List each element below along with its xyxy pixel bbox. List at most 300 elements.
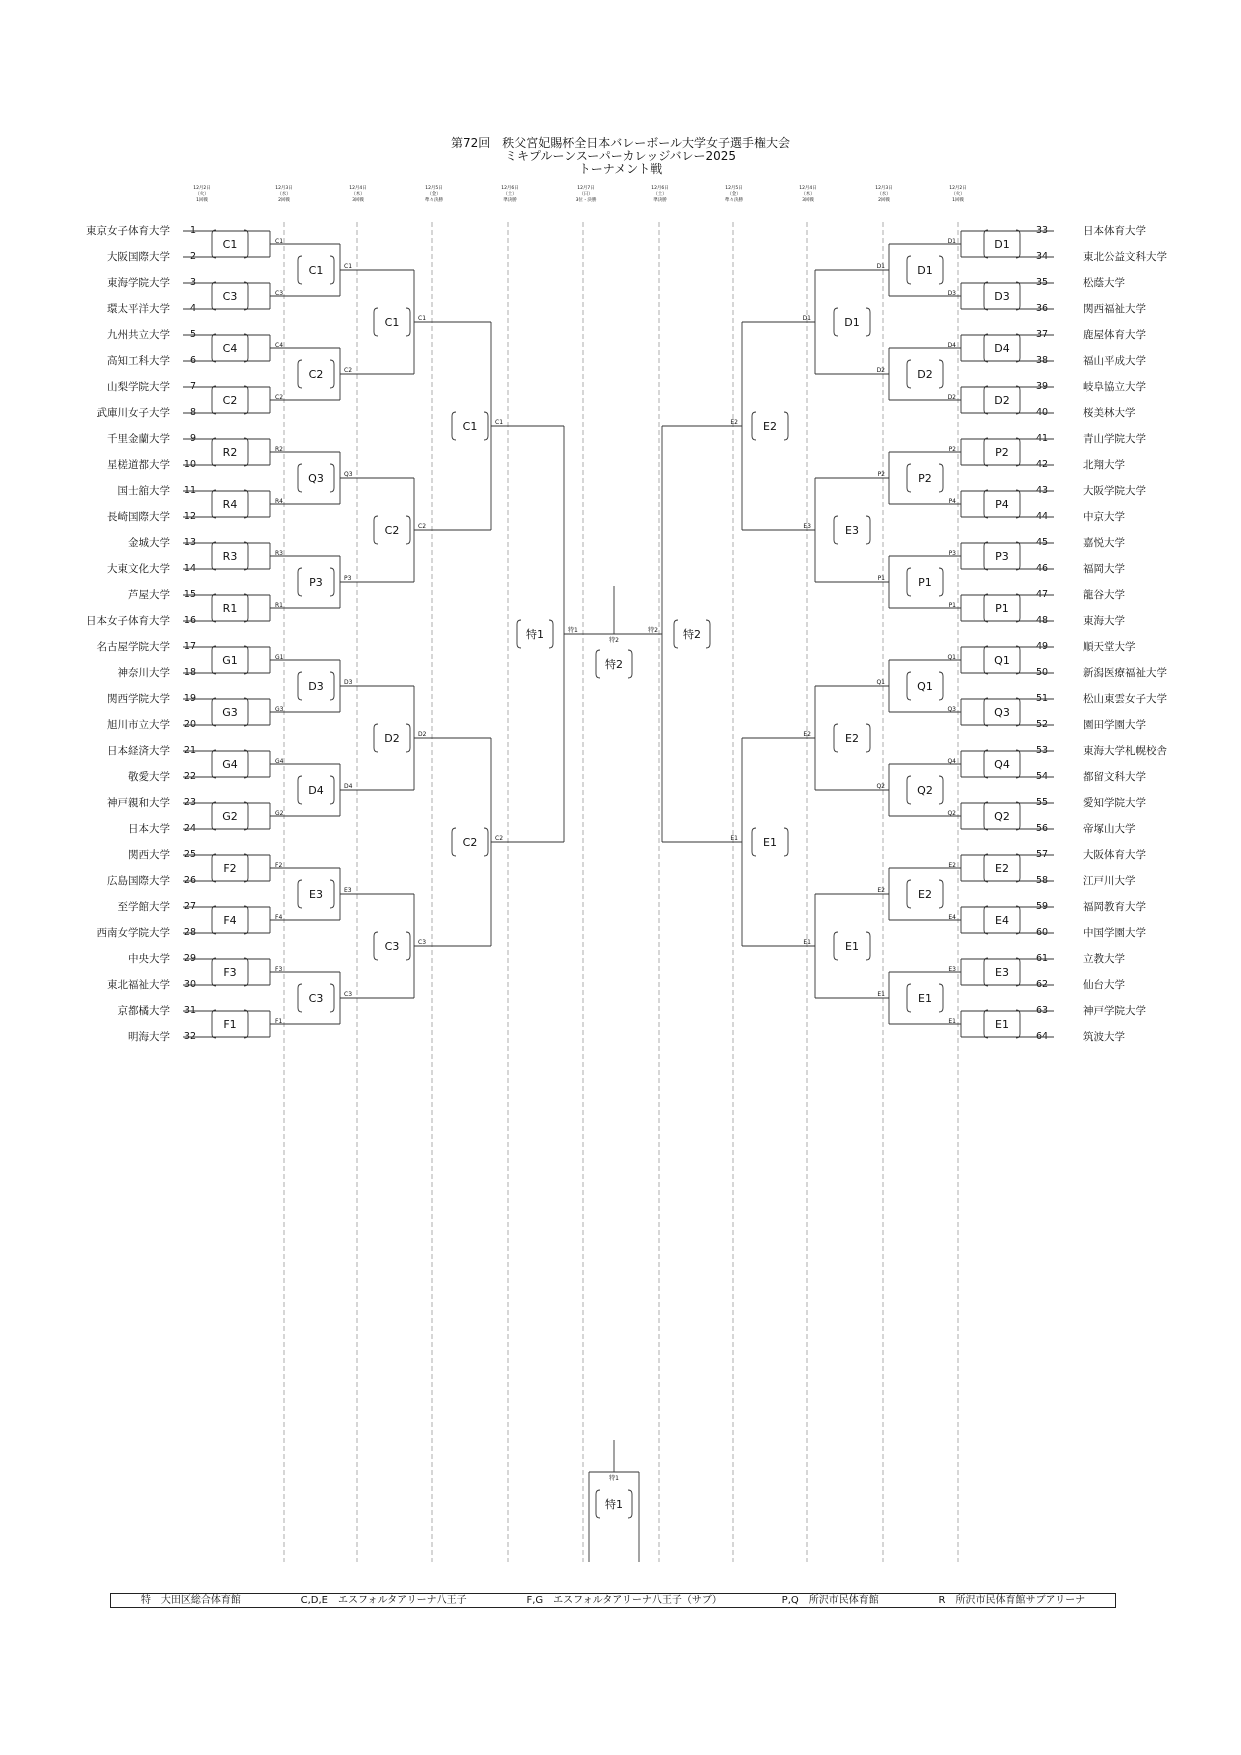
venue-bracket-left bbox=[907, 672, 911, 700]
venue-label-r1: G4 bbox=[222, 758, 238, 771]
team-number: 26 bbox=[183, 875, 196, 886]
team-name: 武庫川女子大学 bbox=[96, 407, 170, 419]
venue-bracket-right bbox=[244, 906, 248, 934]
team-name: 鹿屋体育大学 bbox=[1083, 329, 1146, 341]
team-name: 立教大学 bbox=[1083, 953, 1125, 965]
team-name: 明海大学 bbox=[128, 1031, 170, 1043]
round-header-round: 2回戦 bbox=[878, 198, 890, 203]
venue-label-r3: D2 bbox=[384, 732, 400, 745]
venue-code-semifinal: 特1 bbox=[568, 627, 578, 634]
venue-label-r4: E1 bbox=[763, 836, 777, 849]
round-header-round: 1回戦 bbox=[196, 198, 208, 203]
venue-bracket-left bbox=[212, 386, 216, 414]
venue-legend-item: R 所沢市民体育館サブアリーナ bbox=[938, 1595, 1086, 1606]
venue-bracket-right bbox=[244, 802, 248, 830]
venue-code-r1: G3 bbox=[275, 706, 284, 713]
team-name: 龍谷大学 bbox=[1083, 589, 1125, 601]
venue-label-semifinal: 特2 bbox=[683, 628, 701, 641]
team-number: 16 bbox=[183, 615, 196, 626]
team-name: 福岡大学 bbox=[1083, 563, 1125, 575]
venue-label-r1: E2 bbox=[995, 862, 1009, 875]
venue-bracket-left bbox=[907, 464, 911, 492]
round-header-date: 12月7日 bbox=[577, 186, 595, 191]
venue-bracket-right bbox=[244, 1010, 248, 1038]
venue-label-r1: F3 bbox=[223, 966, 237, 979]
venue-code-r2: Q2 bbox=[876, 783, 885, 790]
team-number: 62 bbox=[1036, 979, 1049, 990]
venue-code-r3: C2 bbox=[418, 523, 427, 530]
venue-code-r3: E3 bbox=[803, 523, 811, 530]
team-number: 13 bbox=[183, 537, 196, 548]
venue-bracket-left bbox=[834, 308, 838, 336]
team-name: 広島国際大学 bbox=[107, 875, 170, 887]
page-section-title: トーナメント戦 bbox=[578, 162, 663, 176]
venue-bracket-right bbox=[244, 750, 248, 778]
team-name: 松蔭大学 bbox=[1083, 277, 1125, 289]
team-name: 福山平成大学 bbox=[1083, 355, 1146, 367]
venue-bracket-right bbox=[1016, 958, 1020, 986]
venue-bracket-right bbox=[628, 1490, 632, 1518]
venue-bracket-left bbox=[298, 880, 302, 908]
team-name: 日本大学 bbox=[128, 823, 170, 835]
team-number: 40 bbox=[1036, 407, 1049, 418]
venue-label-r1: G1 bbox=[222, 654, 238, 667]
venue-bracket-right bbox=[244, 542, 248, 570]
team-number: 15 bbox=[183, 589, 196, 600]
team-number: 38 bbox=[1036, 355, 1049, 366]
venue-bracket-right bbox=[939, 672, 943, 700]
venue-code-r2: D1 bbox=[876, 263, 885, 270]
team-number: 58 bbox=[1036, 875, 1049, 886]
venue-label-r1: E4 bbox=[995, 914, 1009, 927]
venue-code-r2: D2 bbox=[876, 367, 885, 374]
venue-bracket-right bbox=[330, 880, 334, 908]
round-header-date: 12月6日 bbox=[651, 186, 669, 191]
team-name: 帝塚山大学 bbox=[1083, 823, 1136, 835]
team-name: 中央大学 bbox=[128, 953, 170, 965]
venue-label-r1: D4 bbox=[994, 342, 1010, 355]
team-name: 中国学園大学 bbox=[1083, 927, 1146, 939]
venue-code-r3: C3 bbox=[418, 939, 427, 946]
venue-label-r1: G3 bbox=[222, 706, 238, 719]
page-title: 第72回 秩父宮妃賜杯全日本バレーボール大学女子選手権大会 bbox=[450, 136, 791, 150]
round-header-day: （木） bbox=[801, 192, 815, 197]
venue-bracket-left bbox=[674, 620, 678, 648]
venue-bracket-left bbox=[212, 1010, 216, 1038]
venue-label-r4: C2 bbox=[462, 836, 478, 849]
venue-bracket-left bbox=[212, 282, 216, 310]
round-header-day: （火） bbox=[195, 192, 209, 197]
venue-code-r2: C1 bbox=[344, 263, 353, 270]
team-name: 至学館大学 bbox=[117, 901, 170, 913]
venue-bracket-right bbox=[330, 672, 334, 700]
venue-label-r1: C2 bbox=[222, 394, 238, 407]
venue-bracket-left bbox=[984, 802, 988, 830]
venue-code-r1: D3 bbox=[947, 290, 956, 297]
venue-code-r1: Q4 bbox=[947, 758, 956, 765]
team-number: 59 bbox=[1036, 901, 1049, 912]
venue-label-r1: R2 bbox=[222, 446, 238, 459]
venue-code-r1: C4 bbox=[275, 342, 284, 349]
venue-code-r1: C3 bbox=[275, 290, 284, 297]
venue-bracket-left bbox=[984, 282, 988, 310]
venue-label-r2: C2 bbox=[308, 368, 324, 381]
venue-bracket-right bbox=[244, 386, 248, 414]
team-number: 55 bbox=[1036, 797, 1049, 808]
team-number: 53 bbox=[1036, 745, 1049, 756]
venue-label-r1: F1 bbox=[223, 1018, 237, 1031]
venue-label-r2: E2 bbox=[918, 888, 932, 901]
venue-label-r1: D1 bbox=[994, 238, 1010, 251]
venue-bracket-right bbox=[549, 620, 553, 648]
venue-bracket-left bbox=[984, 438, 988, 466]
venue-bracket-left bbox=[212, 854, 216, 882]
venue-bracket-left bbox=[907, 776, 911, 804]
venue-bracket-right bbox=[1016, 802, 1020, 830]
team-name: 江戸川大学 bbox=[1083, 875, 1136, 887]
team-number: 19 bbox=[183, 693, 196, 704]
venue-bracket-right bbox=[1016, 750, 1020, 778]
team-number: 6 bbox=[189, 355, 196, 366]
venue-bracket-left bbox=[212, 542, 216, 570]
venue-bracket-left bbox=[212, 958, 216, 986]
venue-label-r1: P4 bbox=[995, 498, 1009, 511]
venue-bracket-right bbox=[784, 412, 788, 440]
venue-bracket-left bbox=[212, 646, 216, 674]
team-number: 7 bbox=[189, 381, 196, 392]
venue-bracket-right bbox=[406, 516, 410, 544]
team-name: 仙台大学 bbox=[1083, 979, 1125, 991]
team-number: 32 bbox=[183, 1031, 196, 1042]
team-name: 園田学園大学 bbox=[1083, 719, 1146, 731]
venue-bracket-right bbox=[330, 984, 334, 1012]
team-number: 12 bbox=[183, 511, 196, 522]
team-number: 54 bbox=[1036, 771, 1049, 782]
venue-label-r4: E2 bbox=[763, 420, 777, 433]
venue-bracket-right bbox=[1016, 646, 1020, 674]
venue-bracket-left bbox=[212, 802, 216, 830]
team-number: 31 bbox=[183, 1005, 196, 1016]
venue-bracket-right bbox=[1016, 854, 1020, 882]
venue-bracket-right bbox=[1016, 490, 1020, 518]
team-name: 東海大学 bbox=[1083, 615, 1125, 627]
round-header-date: 12月3日 bbox=[875, 186, 893, 191]
team-number: 42 bbox=[1036, 459, 1049, 470]
venue-code-r1: R3 bbox=[275, 550, 283, 557]
venue-label-r3: E1 bbox=[845, 940, 859, 953]
team-name: 大阪学院大学 bbox=[1083, 485, 1146, 497]
round-header-round: 1回戦 bbox=[952, 198, 964, 203]
team-name: 長崎国際大学 bbox=[107, 511, 170, 523]
team-number: 43 bbox=[1036, 485, 1049, 496]
team-number: 2 bbox=[189, 251, 196, 262]
team-number: 8 bbox=[189, 407, 196, 418]
venue-bracket-left bbox=[212, 750, 216, 778]
venue-bracket-left bbox=[984, 542, 988, 570]
team-number: 20 bbox=[183, 719, 196, 730]
venue-bracket-left bbox=[212, 334, 216, 362]
team-number: 28 bbox=[183, 927, 196, 938]
venue-label-r2: Q1 bbox=[917, 680, 933, 693]
venue-bracket-left bbox=[298, 256, 302, 284]
team-number: 1 bbox=[189, 225, 196, 236]
team-name: 京都橘大学 bbox=[117, 1005, 170, 1017]
team-number: 23 bbox=[183, 797, 196, 808]
round-header-day: （土） bbox=[503, 192, 517, 197]
venue-bracket-left bbox=[298, 464, 302, 492]
team-name: 名古屋学院大学 bbox=[96, 641, 170, 653]
team-number: 52 bbox=[1036, 719, 1049, 730]
venue-code-r2: P1 bbox=[877, 575, 885, 582]
team-name: 東海大学札幌校舎 bbox=[1083, 745, 1167, 757]
team-name: 関西大学 bbox=[128, 849, 170, 861]
team-name: 東北公益文科大学 bbox=[1083, 251, 1167, 263]
venue-label-r3: E2 bbox=[845, 732, 859, 745]
venue-bracket-left bbox=[212, 230, 216, 258]
venue-code-r1: D4 bbox=[947, 342, 956, 349]
venue-bracket-left bbox=[984, 906, 988, 934]
venue-bracket-right bbox=[330, 464, 334, 492]
round-header-date: 12月2日 bbox=[949, 186, 967, 191]
venue-bracket-left bbox=[752, 412, 756, 440]
venue-bracket-right bbox=[1016, 542, 1020, 570]
venue-bracket-left bbox=[834, 932, 838, 960]
team-name: 岐阜協立大学 bbox=[1083, 381, 1146, 393]
venue-bracket-right bbox=[406, 932, 410, 960]
venue-label-r2: C1 bbox=[308, 264, 324, 277]
venue-bracket-right bbox=[939, 464, 943, 492]
venue-code-r1: P3 bbox=[948, 550, 956, 557]
team-number: 21 bbox=[183, 745, 196, 756]
venue-bracket-right bbox=[484, 412, 488, 440]
venue-label-r1: C1 bbox=[222, 238, 238, 251]
team-number: 27 bbox=[183, 901, 196, 912]
venue-bracket-left bbox=[298, 360, 302, 388]
venue-code-r3: E2 bbox=[803, 731, 811, 738]
venue-label-r4: C1 bbox=[462, 420, 478, 433]
team-name: 関西学院大学 bbox=[107, 693, 170, 705]
venue-bracket-right bbox=[1016, 438, 1020, 466]
venue-bracket-right bbox=[244, 490, 248, 518]
round-header-date: 12月6日 bbox=[501, 186, 519, 191]
venue-bracket-left bbox=[752, 828, 756, 856]
venue-label-r1: F2 bbox=[223, 862, 237, 875]
team-name: 西南女学院大学 bbox=[96, 927, 170, 939]
team-name: 日本女子体育大学 bbox=[86, 615, 170, 627]
venue-label-r1: Q4 bbox=[994, 758, 1010, 771]
team-number: 64 bbox=[1036, 1031, 1049, 1042]
venue-bracket-right bbox=[244, 334, 248, 362]
team-name: 嘉悦大学 bbox=[1083, 537, 1125, 549]
venue-bracket-right bbox=[866, 308, 870, 336]
team-number: 35 bbox=[1036, 277, 1049, 288]
team-number: 11 bbox=[183, 485, 196, 496]
team-number: 37 bbox=[1036, 329, 1049, 340]
venue-label-r1: C4 bbox=[222, 342, 238, 355]
venue-label-r1: R4 bbox=[222, 498, 238, 511]
venue-label-r1: R3 bbox=[222, 550, 238, 563]
venue-bracket-left bbox=[907, 984, 911, 1012]
team-name: 芦屋大学 bbox=[128, 589, 170, 601]
venue-code-r1: E4 bbox=[948, 914, 956, 921]
venue-bracket-right bbox=[939, 256, 943, 284]
team-name: 中京大学 bbox=[1083, 511, 1125, 523]
venue-bracket-right bbox=[706, 620, 710, 648]
venue-bracket-right bbox=[1016, 282, 1020, 310]
team-name: 愛知学院大学 bbox=[1083, 797, 1146, 809]
team-number: 45 bbox=[1036, 537, 1049, 548]
venue-code-r4: E1 bbox=[730, 835, 738, 842]
team-number: 25 bbox=[183, 849, 196, 860]
venue-legend-item: F,G エスフォルタアリーナ八王子（サブ） bbox=[526, 1595, 722, 1606]
venue-label-r3: E3 bbox=[845, 524, 859, 537]
venue-bracket-left bbox=[984, 958, 988, 986]
team-number: 47 bbox=[1036, 589, 1049, 600]
venue-code-r3: E1 bbox=[803, 939, 811, 946]
team-name: 都留文科大学 bbox=[1083, 771, 1146, 783]
venue-bracket-right bbox=[244, 438, 248, 466]
venue-bracket-left bbox=[596, 650, 600, 678]
round-header-day: （土） bbox=[653, 192, 667, 197]
team-number: 60 bbox=[1036, 927, 1049, 938]
team-name: 松山東雲女子大学 bbox=[1083, 693, 1167, 705]
team-number: 29 bbox=[183, 953, 196, 964]
page-subtitle: ミキプルーンスーパーカレッジバレー2025 bbox=[504, 149, 737, 163]
team-number: 14 bbox=[183, 563, 196, 574]
venue-bracket-left bbox=[834, 724, 838, 752]
venue-bracket-right bbox=[939, 776, 943, 804]
venue-label-r1: R1 bbox=[222, 602, 238, 615]
venue-bracket-left bbox=[212, 594, 216, 622]
venue-label-r2: Q3 bbox=[308, 472, 324, 485]
team-name: 旭川市立大学 bbox=[107, 719, 170, 731]
venue-bracket-left bbox=[984, 490, 988, 518]
venue-code-r1: F2 bbox=[275, 862, 283, 869]
team-number: 10 bbox=[183, 459, 196, 470]
venue-bracket-right bbox=[244, 282, 248, 310]
venue-bracket-left bbox=[984, 1010, 988, 1038]
team-number: 18 bbox=[183, 667, 196, 678]
venue-bracket-right bbox=[244, 958, 248, 986]
venue-legend-item: 特 大田区総合体育館 bbox=[140, 1595, 241, 1606]
round-header-round: 2回戦 bbox=[278, 198, 290, 203]
team-name: 国士舘大学 bbox=[117, 485, 170, 497]
venue-bracket-right bbox=[330, 568, 334, 596]
team-number: 33 bbox=[1036, 225, 1049, 236]
venue-bracket-right bbox=[866, 932, 870, 960]
team-name: 北翔大学 bbox=[1083, 459, 1125, 471]
round-header-day: （金） bbox=[427, 192, 441, 197]
venue-bracket-left bbox=[298, 984, 302, 1012]
venue-bracket-right bbox=[939, 880, 943, 908]
venue-label-r2: E3 bbox=[309, 888, 323, 901]
team-name: 環太平洋大学 bbox=[107, 303, 170, 315]
venue-code-r1: R4 bbox=[275, 498, 283, 505]
team-name: 大阪国際大学 bbox=[107, 251, 170, 263]
venue-bracket-left bbox=[984, 230, 988, 258]
venue-bracket-right bbox=[784, 828, 788, 856]
venue-bracket-left bbox=[984, 854, 988, 882]
venue-code-r2: P3 bbox=[344, 575, 352, 582]
team-number: 61 bbox=[1036, 953, 1049, 964]
team-number: 3 bbox=[189, 277, 196, 288]
venue-label-r1: Q1 bbox=[994, 654, 1010, 667]
team-number: 39 bbox=[1036, 381, 1049, 392]
venue-bracket-left bbox=[984, 386, 988, 414]
venue-label-semifinal: 特1 bbox=[526, 628, 544, 641]
team-name: 神奈川大学 bbox=[117, 667, 170, 679]
venue-code-r2: C3 bbox=[344, 991, 353, 998]
team-number: 46 bbox=[1036, 563, 1049, 574]
venue-bracket-left bbox=[298, 776, 302, 804]
venue-label-r1: P1 bbox=[995, 602, 1009, 615]
venue-code-r4: C1 bbox=[495, 419, 504, 426]
round-header-round: 3回戦 bbox=[352, 198, 364, 203]
venue-label-r1: E1 bbox=[995, 1018, 1009, 1031]
venue-bracket-right bbox=[939, 568, 943, 596]
venue-bracket-right bbox=[244, 594, 248, 622]
venue-code-r1: R2 bbox=[275, 446, 283, 453]
venue-code-r2: C2 bbox=[344, 367, 353, 374]
venue-code-r1: F4 bbox=[275, 914, 283, 921]
venue-bracket-right bbox=[330, 776, 334, 804]
venue-code-r2: D3 bbox=[344, 679, 353, 686]
team-name: 金城大学 bbox=[128, 537, 170, 549]
venue-bracket-right bbox=[406, 308, 410, 336]
team-number: 63 bbox=[1036, 1005, 1049, 1016]
venue-label-r2: P1 bbox=[918, 576, 932, 589]
venue-bracket-left bbox=[907, 568, 911, 596]
venue-label-r1: D3 bbox=[994, 290, 1010, 303]
venue-label-r2: P3 bbox=[309, 576, 323, 589]
venue-bracket-left bbox=[517, 620, 521, 648]
round-header-date: 12月4日 bbox=[349, 186, 367, 191]
team-number: 44 bbox=[1036, 511, 1049, 522]
round-header-date: 12月2日 bbox=[193, 186, 211, 191]
venue-bracket-left bbox=[374, 724, 378, 752]
round-header-date: 12月5日 bbox=[425, 186, 443, 191]
team-name: 東海学院大学 bbox=[107, 277, 170, 289]
venue-bracket-right bbox=[244, 854, 248, 882]
venue-bracket-left bbox=[212, 438, 216, 466]
venue-bracket-left bbox=[452, 412, 456, 440]
venue-code-r1: D1 bbox=[947, 238, 956, 245]
venue-code-r2: E3 bbox=[344, 887, 352, 894]
venue-bracket-left bbox=[907, 880, 911, 908]
team-number: 30 bbox=[183, 979, 196, 990]
venue-code-r1: P2 bbox=[948, 446, 956, 453]
venue-label-r1: G2 bbox=[222, 810, 238, 823]
team-number: 24 bbox=[183, 823, 196, 834]
team-name: 新潟医療福祉大学 bbox=[1083, 667, 1167, 679]
venue-code-r1: D2 bbox=[947, 394, 956, 401]
venue-bracket-right bbox=[244, 646, 248, 674]
venue-bracket-left bbox=[374, 932, 378, 960]
team-name: 千里金蘭大学 bbox=[107, 433, 170, 445]
venue-code-r3: D1 bbox=[802, 315, 811, 322]
team-number: 48 bbox=[1036, 615, 1049, 626]
round-header-day: （日） bbox=[579, 192, 593, 197]
venue-label-r1: E3 bbox=[995, 966, 1009, 979]
round-header-date: 12月3日 bbox=[275, 186, 293, 191]
venue-bracket-left bbox=[212, 698, 216, 726]
venue-code-r1: E1 bbox=[948, 1018, 956, 1025]
team-number: 22 bbox=[183, 771, 196, 782]
venue-bracket-left bbox=[374, 308, 378, 336]
venue-code-r1: P4 bbox=[948, 498, 956, 505]
team-number: 5 bbox=[189, 329, 196, 340]
venue-bracket-left bbox=[984, 646, 988, 674]
